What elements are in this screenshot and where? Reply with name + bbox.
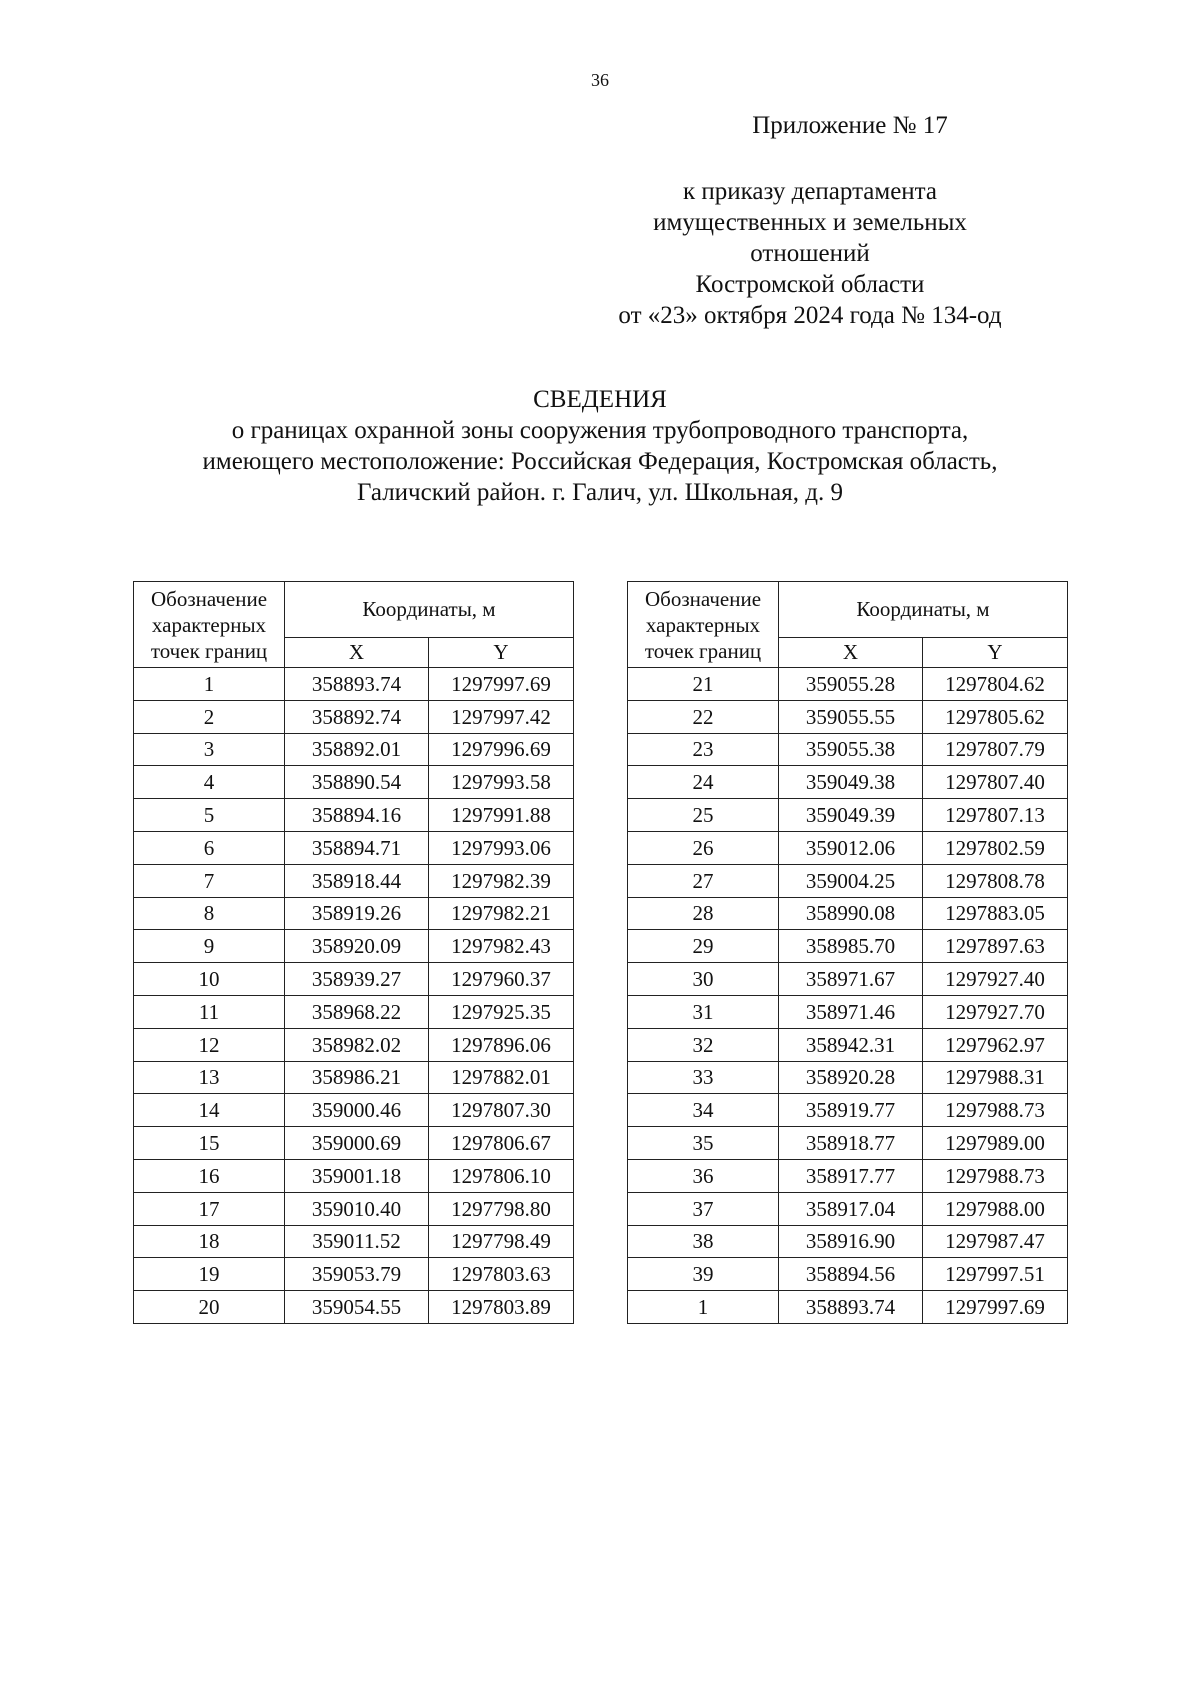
table-row [628,864,1068,897]
table-row [628,831,1068,864]
y-coordinate-cell: 1297883.05 [923,897,1068,930]
y-coordinate-cell: 1297798.49 [429,1225,574,1258]
point-column-header: Обозначение характерных точек границ [628,582,779,668]
x-coordinate-cell: 359053.79 [285,1258,429,1291]
point-cell: 7 [134,864,285,897]
table-row [134,700,574,733]
y-coordinate-cell: 1297989.00 [923,1127,1068,1160]
y-coordinate-cell: 1297987.47 [923,1225,1068,1258]
x-coordinate-cell: 358986.21 [285,1061,429,1094]
y-coordinate-cell: 1297962.97 [923,1028,1068,1061]
appendix-title: Приложение № 17 [752,112,948,139]
x-coordinate-cell: 358920.09 [285,930,429,963]
x-coordinate-cell: 358894.16 [285,799,429,832]
table-row [628,668,1068,701]
y-column-header: Y [923,638,1068,668]
x-coordinate-cell: 358942.31 [779,1028,923,1061]
point-cell: 37 [628,1192,779,1225]
order-line: имущественных и земельных [653,209,967,236]
x-coordinate-cell: 359055.55 [779,700,923,733]
point-cell: 12 [134,1028,285,1061]
x-coordinate-cell: 358918.44 [285,864,429,897]
point-cell: 22 [628,700,779,733]
x-coordinate-cell: 358917.04 [779,1192,923,1225]
y-coordinate-cell: 1297807.40 [923,766,1068,799]
coordinates-column-header: Координаты, м [779,582,1068,638]
x-coordinate-cell: 358919.77 [779,1094,923,1127]
point-cell: 31 [628,995,779,1028]
table-row [134,1192,574,1225]
y-coordinate-cell: 1297993.58 [429,766,574,799]
point-cell: 32 [628,1028,779,1061]
y-coordinate-cell: 1297991.88 [429,799,574,832]
table-row [628,1192,1068,1225]
heading-line: Галичский район. г. Галич, ул. Школьная, д. 9 [357,479,843,506]
point-cell: 18 [134,1225,285,1258]
point-cell: 5 [134,799,285,832]
table-row [134,1094,574,1127]
point-cell: 28 [628,897,779,930]
table-row [628,1225,1068,1258]
document-title: СВЕДЕНИЯ [533,386,667,413]
table-row [628,700,1068,733]
point-cell: 26 [628,831,779,864]
y-coordinate-cell: 1297996.69 [429,733,574,766]
point-cell: 25 [628,799,779,832]
point-cell: 33 [628,1061,779,1094]
point-cell: 35 [628,1127,779,1160]
table-row [628,1028,1068,1061]
x-coordinate-cell: 358893.74 [285,668,429,701]
x-coordinate-cell: 359004.25 [779,864,923,897]
x-coordinate-cell: 358892.01 [285,733,429,766]
point-cell: 24 [628,766,779,799]
y-coordinate-cell: 1297798.80 [429,1192,574,1225]
y-coordinate-cell: 1297988.73 [923,1094,1068,1127]
x-coordinate-cell: 358894.71 [285,831,429,864]
table-row [134,864,574,897]
page-number: 36 [591,70,609,90]
table-row [134,1225,574,1258]
x-coordinate-cell: 359010.40 [285,1192,429,1225]
x-coordinate-cell: 358968.22 [285,995,429,1028]
x-coordinate-cell: 358890.54 [285,766,429,799]
y-coordinate-cell: 1297896.06 [429,1028,574,1061]
point-cell: 11 [134,995,285,1028]
y-coordinate-cell: 1297802.59 [923,831,1068,864]
table-row [134,733,574,766]
point-cell: 13 [134,1061,285,1094]
table-row [628,1094,1068,1127]
x-coordinate-cell: 358893.74 [779,1291,923,1324]
x-coordinate-cell: 359012.06 [779,831,923,864]
point-cell: 34 [628,1094,779,1127]
table-row [628,1159,1068,1192]
x-coordinate-cell: 359049.38 [779,766,923,799]
table-row [134,1028,574,1061]
order-line: к приказу департамента [682,178,938,205]
y-coordinate-cell: 1297988.73 [923,1159,1068,1192]
table-row [134,995,574,1028]
table-row [134,1258,574,1291]
table-row [628,766,1068,799]
table-row [134,668,574,701]
point-cell: 36 [628,1159,779,1192]
x-coordinate-cell: 359055.38 [779,733,923,766]
point-cell: 23 [628,733,779,766]
table-row [628,995,1068,1028]
point-cell: 1 [134,668,285,701]
y-coordinate-cell: 1297988.00 [923,1192,1068,1225]
coordinates-table-right [627,581,1068,1324]
table-row [628,897,1068,930]
point-cell: 39 [628,1258,779,1291]
x-coordinate-cell: 358917.77 [779,1159,923,1192]
x-coordinate-cell: 358939.27 [285,963,429,996]
point-cell: 19 [134,1258,285,1291]
table-row [628,1061,1068,1094]
table-row [628,1127,1068,1160]
x-coordinate-cell: 359011.52 [285,1225,429,1258]
x-column-header: X [779,638,923,668]
table-row [134,1127,574,1160]
table-row [134,1159,574,1192]
x-coordinate-cell: 358894.56 [779,1258,923,1291]
x-coordinate-cell: 358916.90 [779,1225,923,1258]
y-coordinate-cell: 1297897.63 [923,930,1068,963]
x-coordinate-cell: 358918.77 [779,1127,923,1160]
x-coordinate-cell: 358982.02 [285,1028,429,1061]
document-heading [80,384,1120,508]
point-column-header: Обозначение характерных точек границ [134,582,285,668]
y-coordinate-cell: 1297803.63 [429,1258,574,1291]
table-row [628,799,1068,832]
table-row [134,766,574,799]
point-cell: 9 [134,930,285,963]
table-row [134,799,574,832]
y-coordinate-cell: 1297806.67 [429,1127,574,1160]
order-reference [560,176,1060,331]
table-row [628,1258,1068,1291]
table-row [134,963,574,996]
y-coordinate-cell: 1297997.69 [429,668,574,701]
y-coordinate-cell: 1297807.13 [923,799,1068,832]
y-coordinate-cell: 1297927.40 [923,963,1068,996]
y-coordinate-cell: 1297982.39 [429,864,574,897]
heading-line: о границах охранной зоны сооружения трубопроводного транспорта, [231,417,969,444]
x-column-header: X [285,638,429,668]
point-cell: 29 [628,930,779,963]
point-cell: 30 [628,963,779,996]
x-coordinate-cell: 358919.26 [285,897,429,930]
x-coordinate-cell: 359000.69 [285,1127,429,1160]
point-cell: 1 [628,1291,779,1324]
y-coordinate-cell: 1297807.79 [923,733,1068,766]
coordinates-table-left [133,581,574,1324]
x-coordinate-cell: 358990.08 [779,897,923,930]
point-cell: 21 [628,668,779,701]
y-coordinate-cell: 1297925.35 [429,995,574,1028]
point-cell: 38 [628,1225,779,1258]
x-coordinate-cell: 359000.46 [285,1094,429,1127]
order-line: отношений [750,240,870,267]
table-row [628,963,1068,996]
y-coordinate-cell: 1297988.31 [923,1061,1068,1094]
y-column-header: Y [429,638,574,668]
point-cell: 4 [134,766,285,799]
table-row [134,1061,574,1094]
x-coordinate-cell: 358920.28 [779,1061,923,1094]
y-coordinate-cell: 1297927.70 [923,995,1068,1028]
point-cell: 6 [134,831,285,864]
heading-line: имеющего местоположение: Российская Федерация, Костромская область, [202,448,998,475]
y-coordinate-cell: 1297982.43 [429,930,574,963]
point-cell: 16 [134,1159,285,1192]
y-coordinate-cell: 1297806.10 [429,1159,574,1192]
x-coordinate-cell: 359001.18 [285,1159,429,1192]
table-row [134,897,574,930]
x-coordinate-cell: 358971.46 [779,995,923,1028]
table-row [134,831,574,864]
table-row [134,930,574,963]
x-coordinate-cell: 358985.70 [779,930,923,963]
x-coordinate-cell: 358971.67 [779,963,923,996]
x-coordinate-cell: 359049.39 [779,799,923,832]
point-cell: 3 [134,733,285,766]
y-coordinate-cell: 1297808.78 [923,864,1068,897]
y-coordinate-cell: 1297805.62 [923,700,1068,733]
point-cell: 8 [134,897,285,930]
order-line: от «23» октября 2024 года № 134-од [618,302,1002,329]
x-coordinate-cell: 358892.74 [285,700,429,733]
y-coordinate-cell: 1297804.62 [923,668,1068,701]
y-coordinate-cell: 1297997.42 [429,700,574,733]
point-cell: 17 [134,1192,285,1225]
table-row [628,733,1068,766]
x-coordinate-cell: 359054.55 [285,1291,429,1324]
point-cell: 27 [628,864,779,897]
point-cell: 10 [134,963,285,996]
table-row [628,1291,1068,1324]
x-coordinate-cell: 359055.28 [779,668,923,701]
y-coordinate-cell: 1297807.30 [429,1094,574,1127]
y-coordinate-cell: 1297982.21 [429,897,574,930]
y-coordinate-cell: 1297882.01 [429,1061,574,1094]
order-line: Костромской области [695,271,925,298]
y-coordinate-cell: 1297960.37 [429,963,574,996]
point-cell: 14 [134,1094,285,1127]
y-coordinate-cell: 1297803.89 [429,1291,574,1324]
point-cell: 20 [134,1291,285,1324]
table-row [134,1291,574,1324]
y-coordinate-cell: 1297993.06 [429,831,574,864]
table-row [628,930,1068,963]
y-coordinate-cell: 1297997.69 [923,1291,1068,1324]
y-coordinate-cell: 1297997.51 [923,1258,1068,1291]
coordinates-column-header: Координаты, м [285,582,574,638]
point-cell: 15 [134,1127,285,1160]
point-cell: 2 [134,700,285,733]
